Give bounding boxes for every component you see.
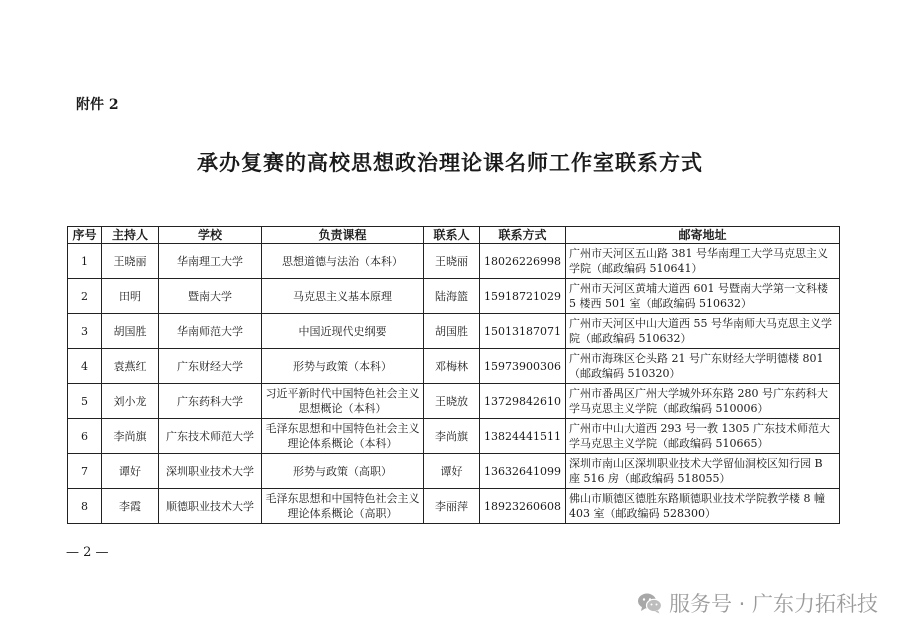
row-contact: 谭好 — [424, 454, 480, 489]
table-row — [68, 384, 840, 419]
row-address: 广州市天河区五山路 381 号华南理工大学马克思主义学院（邮政编码 510641） — [566, 244, 840, 279]
row-course: 思想道德与法治（本科） — [262, 244, 424, 279]
header-no: 序号 — [68, 227, 102, 244]
header-phone: 联系方式 — [480, 227, 566, 244]
row-host: 田明 — [102, 279, 159, 314]
table-row — [68, 244, 840, 279]
row-phone: 13824441511 — [480, 419, 566, 454]
contacts-table — [67, 226, 840, 524]
row-host: 刘小龙 — [102, 384, 159, 419]
row-host: 王晓丽 — [102, 244, 159, 279]
header-host: 主持人 — [102, 227, 159, 244]
row-no: 8 — [68, 489, 102, 524]
row-address: 佛山市顺德区德胜东路顺德职业技术学院教学楼 8 幢 403 室（邮政编码 528300） — [566, 489, 840, 524]
table-header-row — [68, 227, 840, 244]
row-course: 形势与政策（本科） — [262, 349, 424, 384]
table-row — [68, 454, 840, 489]
row-address: 广州市海珠区仑头路 21 号广东财经大学明德楼 801（邮政编码 510320） — [566, 349, 840, 384]
row-address: 深圳市南山区深圳职业技术大学留仙洞校区知行园 B 座 516 房（邮政编码 518055） — [566, 454, 840, 489]
row-host: 谭好 — [102, 454, 159, 489]
watermark — [637, 588, 878, 618]
row-school: 广东财经大学 — [159, 349, 262, 384]
row-school: 华南理工大学 — [159, 244, 262, 279]
row-contact: 胡国胜 — [424, 314, 480, 349]
table-row — [68, 489, 840, 524]
table-row — [68, 279, 840, 314]
row-address: 广州市天河区中山大道西 55 号华南师大马克思主义学院（邮政编码 510632） — [566, 314, 840, 349]
row-school: 暨南大学 — [159, 279, 262, 314]
row-no: 4 — [68, 349, 102, 384]
row-host: 李霞 — [102, 489, 159, 524]
row-host: 李尚旗 — [102, 419, 159, 454]
row-phone: 15013187071 — [480, 314, 566, 349]
watermark-text: 服务号 · 广东力拓科技 — [668, 592, 878, 616]
row-address: 广州市天河区黄埔大道西 601 号暨南大学第一文科楼 5 楼西 501 室（邮政编码 510632） — [566, 279, 840, 314]
wechat-icon — [637, 591, 663, 615]
row-address: 广州市番禺区广州大学城外环东路 280 号广东药科大学马克思主义学院（邮政编码 510006） — [566, 384, 840, 419]
row-host: 袁燕红 — [102, 349, 159, 384]
row-course: 中国近现代史纲要 — [262, 314, 424, 349]
table-row — [68, 419, 840, 454]
row-address: 广州市中山大道西 293 号一教 1305 广东技术师范大学马克思主义学院（邮政编码 510665） — [566, 419, 840, 454]
row-no: 1 — [68, 244, 102, 279]
row-phone: 13632641099 — [480, 454, 566, 489]
document-title: 承办复赛的高校思想政治理论课名师工作室联系方式 — [197, 150, 703, 175]
row-phone: 18026226998 — [480, 244, 566, 279]
row-contact: 王晓丽 — [424, 244, 480, 279]
row-contact: 陆海篮 — [424, 279, 480, 314]
row-no: 6 — [68, 419, 102, 454]
row-host: 胡国胜 — [102, 314, 159, 349]
row-phone: 15973900306 — [480, 349, 566, 384]
row-contact: 李尚旗 — [424, 419, 480, 454]
row-course: 马克思主义基本原理 — [262, 279, 424, 314]
row-contact: 李丽萍 — [424, 489, 480, 524]
header-address: 邮寄地址 — [566, 227, 840, 244]
row-school: 深圳职业技术大学 — [159, 454, 262, 489]
header-contact: 联系人 — [424, 227, 480, 244]
row-no: 7 — [68, 454, 102, 489]
table-row — [68, 314, 840, 349]
row-contact: 邓梅林 — [424, 349, 480, 384]
row-course: 习近平新时代中国特色社会主义思想概论（本科） — [262, 384, 424, 419]
page-number: — 2 — — [66, 545, 109, 560]
header-course: 负责课程 — [262, 227, 424, 244]
row-phone: 13729842610 — [480, 384, 566, 419]
row-no: 5 — [68, 384, 102, 419]
row-course: 形势与政策（高职） — [262, 454, 424, 489]
row-course: 毛泽东思想和中国特色社会主义理论体系概论（高职） — [262, 489, 424, 524]
row-contact: 王晓放 — [424, 384, 480, 419]
row-school: 顺德职业技术大学 — [159, 489, 262, 524]
header-school: 学校 — [159, 227, 262, 244]
table-row — [68, 349, 840, 384]
row-no: 3 — [68, 314, 102, 349]
row-phone: 18923260608 — [480, 489, 566, 524]
row-no: 2 — [68, 279, 102, 314]
row-school: 广东药科大学 — [159, 384, 262, 419]
row-school: 广东技术师范大学 — [159, 419, 262, 454]
row-phone: 15918721029 — [480, 279, 566, 314]
attachment-label: 附件 2 — [76, 97, 119, 113]
row-course: 毛泽东思想和中国特色社会主义理论体系概论（本科） — [262, 419, 424, 454]
row-school: 华南师范大学 — [159, 314, 262, 349]
